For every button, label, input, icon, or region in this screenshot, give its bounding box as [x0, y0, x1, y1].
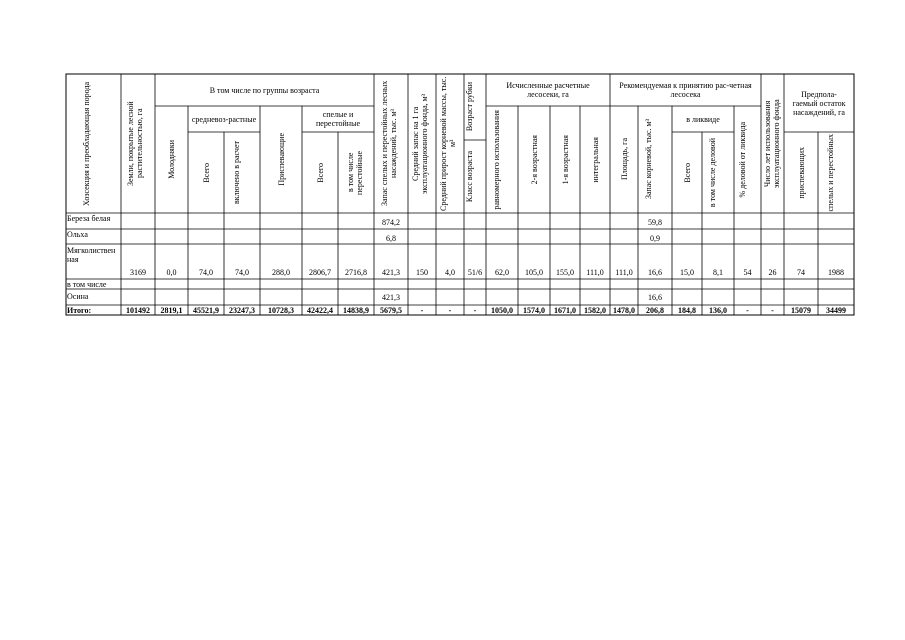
- total-cell: -: [771, 306, 774, 315]
- header-avg-stock: Средний запас на 1 га эксплуатационного фонда, м³: [411, 93, 429, 194]
- soft-cell: 62,0: [495, 268, 509, 277]
- row-label-incl: в том числе: [67, 280, 107, 289]
- header-first-age: 1-я возрастная: [560, 134, 570, 185]
- header-integral: интегральная: [590, 136, 600, 183]
- header-recommended: Рекомендуемая к принятию рас-четная лесосека: [619, 81, 752, 99]
- header-mid-included: включено в расчет: [232, 141, 241, 204]
- forest-calculation-table: [66, 74, 854, 315]
- soft-cell: 3169: [130, 268, 146, 277]
- soft-cell: 16,6: [648, 268, 662, 277]
- header-young: Молодняки: [167, 140, 176, 179]
- header-rem-ripening: приспевающих: [796, 146, 806, 199]
- total-cell: 14838,9: [343, 306, 369, 315]
- header-root-stock: Запас корневой, тыс. м³: [644, 119, 653, 200]
- birch-root-stock: 59,8: [648, 218, 662, 227]
- soft-cell: 288,0: [272, 268, 290, 277]
- total-cell: 15079: [791, 306, 811, 315]
- header-age-groups: В том числе по группы возраста: [209, 85, 320, 95]
- total-cell: 42422,4: [307, 306, 333, 315]
- header-business-pct: % деловой от ликвида: [737, 121, 747, 198]
- header-rem-mature: спелых и перестойных: [826, 133, 835, 212]
- header-avg-growth: Средний прирост корневой массы, тыс. м³: [439, 76, 457, 211]
- total-cell: 184,8: [678, 306, 696, 315]
- soft-cell: 26: [768, 268, 777, 277]
- row-label-soft: Мягколиственная: [67, 246, 116, 264]
- soft-cell: 421,3: [382, 268, 400, 277]
- header-liquid: в ликвиде: [686, 114, 720, 124]
- total-cell: 34499: [826, 306, 846, 315]
- total-cell: 23247,3: [229, 306, 255, 315]
- header-mid-total: Всего: [201, 162, 211, 183]
- header-mature-overmature: в том числе перестойные: [346, 150, 364, 195]
- header-mature: спелые и перестойные: [315, 110, 360, 128]
- soft-cell: 74,0: [199, 268, 213, 277]
- header-business: в том числе деловой: [708, 137, 717, 208]
- soft-cell: 15,0: [680, 268, 694, 277]
- total-cell: 5679,5: [380, 306, 402, 315]
- soft-cell: 111,0: [615, 268, 633, 277]
- header-remaining: Предпола-гаемый остаток насаждений, га: [792, 89, 846, 117]
- total-cell: -: [473, 306, 477, 315]
- soft-cell: 2806,7: [309, 268, 331, 277]
- total-cell: -: [746, 306, 749, 315]
- aspen-stock: 421,3: [382, 293, 400, 302]
- header-mature-total: Всего: [315, 162, 325, 183]
- total-cell: 1050,0: [491, 306, 513, 315]
- header-forest-land: Земли, покрытые лесной растительностью, га: [126, 101, 144, 186]
- header-cut-age: Возраст рубки: [465, 82, 474, 132]
- total-cell: 101492: [126, 306, 150, 315]
- header-age-class: Класс возраста: [465, 150, 474, 203]
- aspen-root-stock: 16,6: [648, 293, 662, 302]
- header-middle-aged: средневоз-растные: [191, 114, 257, 124]
- soft-cell: 1988: [828, 268, 844, 277]
- header-stock: Запас спелых и перестойных лесных насаждений, тыс. м³: [380, 80, 398, 207]
- soft-cell: 54: [743, 268, 752, 277]
- row-label-total: Итого:: [67, 306, 92, 315]
- header-even-use: равномерного использования: [492, 109, 501, 210]
- soft-cell: 74: [797, 268, 805, 277]
- row-label-birch: Береза белая: [67, 214, 111, 223]
- soft-cell: 155,0: [556, 268, 574, 277]
- soft-cell: 111,0: [586, 268, 604, 277]
- soft-cell: 2716,8: [345, 268, 367, 277]
- header-years: Число лет использования эксплуатационного фонда: [762, 99, 781, 188]
- total-cell: 1671,0: [554, 306, 576, 315]
- total-cell: -: [420, 306, 424, 315]
- header-calc-cut: Исчисленные расчетные лесосеки, га: [506, 81, 590, 99]
- row-label-aspen: Осина: [67, 292, 89, 301]
- alder-stock: 6,8: [386, 234, 396, 243]
- total-cell: 1582,0: [584, 306, 606, 315]
- soft-cell: 51/6: [467, 268, 483, 277]
- birch-stock: 874,2: [382, 218, 400, 227]
- soft-cell: 8,1: [713, 268, 723, 277]
- soft-cell: 150: [416, 268, 428, 277]
- total-cell: 10728,3: [268, 306, 294, 315]
- total-cell: 136,0: [709, 306, 727, 315]
- header-breed: Хозсекция и преобладающая порода: [81, 81, 91, 206]
- total-cell: 1574,0: [523, 306, 545, 315]
- soft-cell: 4,0: [445, 268, 455, 277]
- total-cell: 1478,0: [613, 306, 635, 315]
- row-label-alder: Ольха: [67, 230, 88, 239]
- total-cell: -: [448, 306, 452, 315]
- total-cell: 206,8: [646, 306, 664, 315]
- alder-root-stock: 0,9: [650, 234, 660, 243]
- header-ripening: Приспевающие: [276, 133, 286, 186]
- soft-cell: 0,0: [166, 268, 177, 277]
- header-liquid-total: Всего: [682, 162, 692, 183]
- header-second-age: 2-я возрастная: [529, 134, 539, 185]
- total-cell: 2819,1: [160, 306, 183, 315]
- soft-cell: 74,0: [235, 268, 249, 277]
- header-area: Площадь, га: [619, 138, 629, 181]
- total-cell: 45521,9: [193, 306, 219, 315]
- soft-cell: 105,0: [525, 268, 543, 277]
